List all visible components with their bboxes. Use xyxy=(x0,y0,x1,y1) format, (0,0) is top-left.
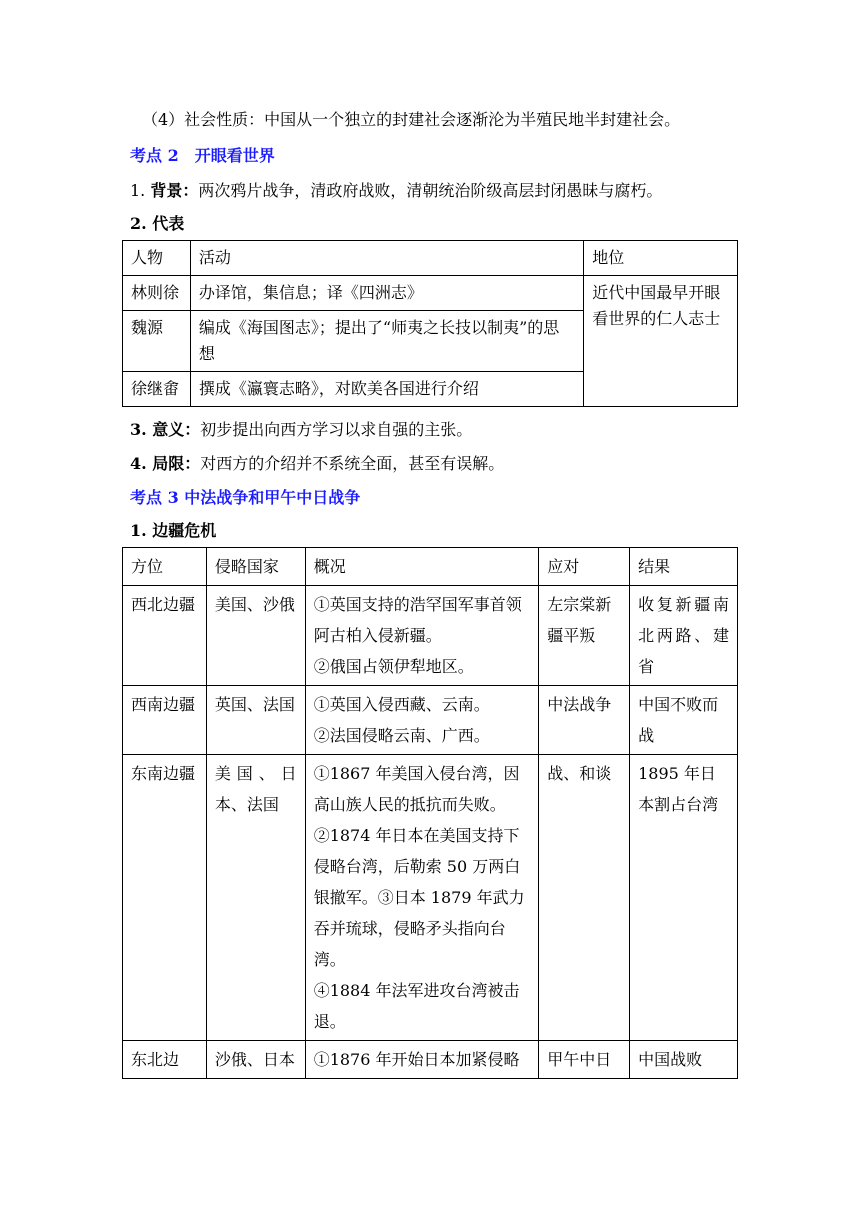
background-label: 背景： xyxy=(150,181,199,200)
status-cell: 近代中国最早开眼看世界的仁人志士 xyxy=(584,276,738,407)
region-cell: 西南边疆 xyxy=(123,686,207,755)
section2-heading: 考点 2 开眼看世界 xyxy=(130,146,275,165)
header-details: 概况 xyxy=(305,548,539,586)
header-result: 结果 xyxy=(630,548,738,586)
background-num: 1. xyxy=(130,181,151,200)
result-cell: 中国不败而战 xyxy=(630,686,738,755)
meaning-text: 初步提出向西方学习以求自强的主张。 xyxy=(200,420,473,439)
limitation-label: 4. 局限： xyxy=(130,454,201,473)
detail-item: ①1876 年开始日本加紧侵略 xyxy=(313,1050,520,1069)
response-cell: 甲午中日 xyxy=(539,1041,630,1079)
detail-item: ①英国入侵西藏、云南。 xyxy=(313,695,490,714)
region-cell: 西北边疆 xyxy=(123,586,207,686)
border-crisis-table xyxy=(122,547,738,1079)
region-cell: 东北边 xyxy=(123,1041,207,1079)
activity-cell: 编成《海国图志》；提出了“师夷之长技以制夷”的思想 xyxy=(190,311,583,372)
result-cell: 中国战败 xyxy=(630,1041,738,1079)
representatives-heading: 2. 代表 xyxy=(130,214,185,233)
header-activity: 活动 xyxy=(190,241,583,276)
table-header-row xyxy=(123,241,738,276)
table-row xyxy=(123,276,738,311)
detail-item: ②俄国占领伊犁地区。 xyxy=(313,657,474,676)
header-person: 人物 xyxy=(123,241,191,276)
invaders-cell: 英国、法国 xyxy=(206,686,305,755)
table-row xyxy=(123,586,738,686)
detail-item: ②1874 年日本在美国支持下侵略台湾，后勒索 50 万两白银撤军。③日本 1879 年武力吞并琉球，侵略矛头指向台湾。 xyxy=(313,826,525,969)
section3-heading: 考点 3 中法战争和甲午中日战争 xyxy=(130,488,361,507)
detail-item: ①英国支持的浩罕国军事首领阿古柏入侵新疆。 xyxy=(313,595,522,645)
details-cell xyxy=(305,686,539,755)
response-cell: 战、和谈 xyxy=(539,755,630,1041)
table-header-row xyxy=(123,548,738,586)
meaning-line xyxy=(130,419,472,441)
result-cell: 1895 年日本割占台湾 xyxy=(630,755,738,1041)
header-invaders: 侵略国家 xyxy=(206,548,305,586)
activity-cell: 办译馆，集信息；译《四洲志》 xyxy=(190,276,583,311)
meaning-label: 3. 意义： xyxy=(130,420,201,439)
background-line xyxy=(130,180,662,202)
representatives-table xyxy=(122,240,738,407)
limitation-line xyxy=(130,453,504,475)
limitation-text: 对西方的介绍并不系统全面，甚至有误解。 xyxy=(200,454,505,473)
response-cell: 中法战争 xyxy=(539,686,630,755)
header-response: 应对 xyxy=(539,548,630,586)
invaders-cell: 美国、日本、法国 xyxy=(206,755,305,1041)
person-cell: 徐继畬 xyxy=(123,372,191,407)
header-region: 方位 xyxy=(123,548,207,586)
border-crisis-heading: 1. 边疆危机 xyxy=(130,521,217,540)
table-row xyxy=(123,1041,738,1079)
activity-cell: 撰成《瀛寰志略》，对欧美各国进行介绍 xyxy=(190,372,583,407)
table-row xyxy=(123,686,738,755)
result-cell: 收复新疆南北两路、建省 xyxy=(630,586,738,686)
detail-item: ④1884 年法军进攻台湾被击退。 xyxy=(313,981,520,1031)
detail-item: ①1867 年美国入侵台湾，因高山族人民的抵抗而失败。 xyxy=(313,764,520,814)
invaders-cell: 美国、沙俄 xyxy=(206,586,305,686)
person-cell: 魏源 xyxy=(123,311,191,372)
details-cell xyxy=(305,755,539,1041)
details-cell xyxy=(305,586,539,686)
response-cell: 左宗棠新疆平叛 xyxy=(539,586,630,686)
region-cell: 东南边疆 xyxy=(123,755,207,1041)
details-cell xyxy=(305,1041,539,1079)
person-cell: 林则徐 xyxy=(123,276,191,311)
header-status: 地位 xyxy=(584,241,738,276)
table-row xyxy=(123,755,738,1041)
background-text: 两次鸦片战争，清政府战败，清朝统治阶级高层封闭愚昧与腐朽。 xyxy=(198,181,663,200)
invaders-cell: 沙俄、日本 xyxy=(206,1041,305,1079)
intro-line: （4）社会性质：中国从一个独立的封建社会逐渐沦为半殖民地半封建社会。 xyxy=(142,110,681,129)
detail-item: ②法国侵略云南、广西。 xyxy=(313,726,490,745)
